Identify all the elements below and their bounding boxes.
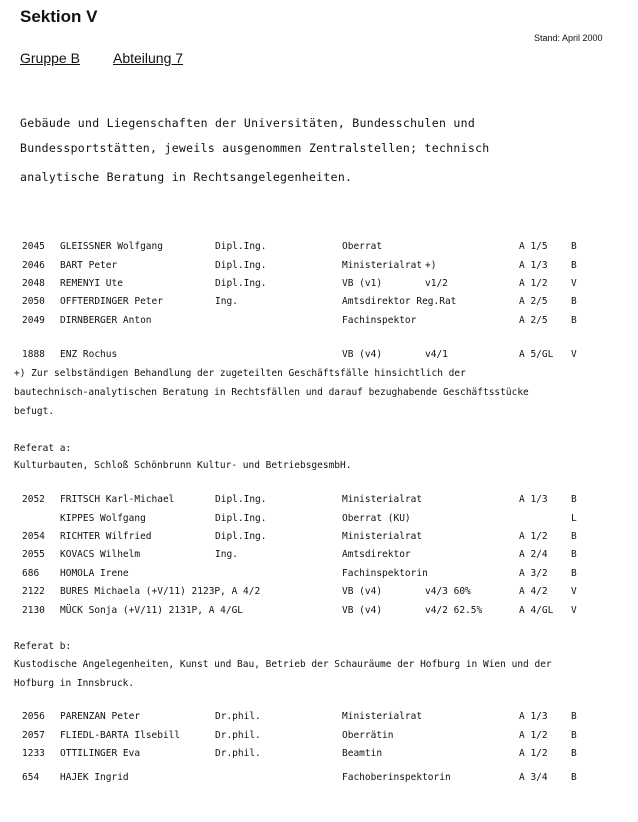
- staff-grade: A 2/4: [519, 549, 548, 560]
- staff-status: B: [571, 296, 577, 307]
- staff-grade: A 4/GL: [519, 605, 554, 616]
- staff-degree: Dipl.Ing.: [215, 531, 267, 542]
- staff-degree: Dipl.Ing.: [215, 260, 267, 271]
- staff-degree: Dipl.Ing.: [215, 278, 267, 289]
- staff-number: 2048: [22, 278, 45, 289]
- staff-number: 2056: [22, 711, 45, 722]
- staff-number: 2054: [22, 531, 45, 542]
- referat-b-description: Kustodische Angelegenheiten, Kunst und Bau, Betrieb der Schauräume der Hofburg in Wien und der: [14, 659, 552, 670]
- section-title: Sektion V: [20, 7, 98, 26]
- referat-a-heading: Referat a:: [14, 443, 72, 454]
- staff-rank: Amtsdirektor Reg.Rat: [342, 296, 457, 307]
- staff-rank: Ministerialrat: [342, 494, 423, 505]
- staff-number: 2050: [22, 296, 45, 307]
- staff-degree: Dipl.Ing.: [215, 241, 267, 252]
- stand-date: Stand: April 2000: [534, 33, 603, 43]
- staff-rank: Fachinspektorin: [342, 568, 428, 579]
- description-line: analytische Beratung in Rechtsangelegenheiten.: [20, 170, 353, 184]
- staff-rank: Beamtin: [342, 748, 383, 759]
- staff-grade: A 2/5: [519, 296, 548, 307]
- description-line: Bundessportstätten, jeweils ausgenommen Zentralstellen; technisch: [20, 141, 490, 155]
- staff-status: B: [571, 730, 577, 741]
- staff-status: V: [571, 278, 577, 289]
- staff-rank: VB (v1): [342, 278, 383, 289]
- staff-number: 2057: [22, 730, 45, 741]
- staff-number: 1233: [22, 748, 45, 759]
- staff-rank: Oberrätin: [342, 730, 394, 741]
- footnote-line: bautechnisch-analytischen Beratung in Rechtsfällen und darauf bezughabende Geschäftsstücke: [14, 387, 529, 398]
- staff-name: BURES Michaela (+V/11) 2123P, A 4/2: [60, 586, 261, 597]
- staff-grade: A 4/2: [519, 586, 548, 597]
- staff-name: REMENYI Ute: [60, 278, 123, 289]
- staff-status: B: [571, 531, 577, 542]
- staff-grade: A 1/2: [519, 748, 548, 759]
- staff-status: B: [571, 748, 577, 759]
- staff-number: 2055: [22, 549, 45, 560]
- staff-rank: Ministerialrat: [342, 531, 423, 542]
- staff-status: B: [571, 315, 577, 326]
- staff-name: HAJEK Ingrid: [60, 772, 129, 783]
- referat-b-description: Hofburg in Innsbruck.: [14, 678, 135, 689]
- staff-number: 2045: [22, 241, 45, 252]
- staff-name: MÜCK Sonja (+V/11) 2131P, A 4/GL: [60, 605, 244, 616]
- staff-number: 2046: [22, 260, 45, 271]
- staff-status: L: [571, 513, 577, 524]
- staff-number: 686: [22, 568, 40, 579]
- staff-status: B: [571, 241, 577, 252]
- staff-grade: A 1/5: [519, 241, 548, 252]
- staff-status: V: [571, 586, 577, 597]
- staff-rank: Amtsdirektor: [342, 549, 411, 560]
- staff-name: RICHTER Wilfried: [60, 531, 152, 542]
- staff-status: B: [571, 568, 577, 579]
- staff-degree: Dr.phil.: [215, 711, 261, 722]
- staff-rank: Oberrat (KU): [342, 513, 411, 524]
- description-line: Gebäude und Liegenschaften der Universitäten, Bundesschulen und: [20, 116, 476, 130]
- staff-number: 2122: [22, 586, 45, 597]
- staff-degree: Dipl.Ing.: [215, 513, 267, 524]
- staff-name: KIPPES Wolfgang: [60, 513, 146, 524]
- staff-number: 2052: [22, 494, 45, 505]
- staff-name: BART Peter: [60, 260, 118, 271]
- staff-status: V: [571, 605, 577, 616]
- staff-extra: v1/2: [425, 278, 448, 289]
- staff-grade: A 3/2: [519, 568, 548, 579]
- staff-rank: Oberrat: [342, 241, 383, 252]
- staff-grade: A 3/4: [519, 772, 548, 783]
- staff-status: V: [571, 349, 577, 360]
- staff-name: ENZ Rochus: [60, 349, 118, 360]
- staff-grade: A 1/2: [519, 278, 548, 289]
- staff-degree: Ing.: [215, 549, 238, 560]
- staff-rank: VB (v4): [342, 605, 383, 616]
- staff-rank: Ministerialrat: [342, 260, 423, 271]
- staff-name: KOVACS Wilhelm: [60, 549, 141, 560]
- staff-extra: v4/1: [425, 349, 448, 360]
- staff-status: B: [571, 260, 577, 271]
- staff-number: 1888: [22, 349, 45, 360]
- staff-name: GLEISSNER Wolfgang: [60, 241, 163, 252]
- staff-rank: VB (v4): [342, 586, 383, 597]
- gruppe-heading: Gruppe B: [20, 50, 80, 66]
- referat-b-heading: Referat b:: [14, 641, 72, 652]
- staff-grade: A 1/2: [519, 730, 548, 741]
- staff-rank: Fachinspektor: [342, 315, 417, 326]
- staff-name: DIRNBERGER Anton: [60, 315, 152, 326]
- staff-extra: +): [425, 260, 437, 271]
- staff-extra: v4/3 60%: [425, 586, 471, 597]
- staff-number: 2049: [22, 315, 45, 326]
- staff-grade: A 1/3: [519, 260, 548, 271]
- staff-name: OFFTERDINGER Peter: [60, 296, 163, 307]
- staff-grade: A 1/2: [519, 531, 548, 542]
- staff-degree: Ing.: [215, 296, 238, 307]
- staff-degree: Dipl.Ing.: [215, 494, 267, 505]
- abteilung-heading: Abteilung 7: [113, 50, 184, 66]
- staff-extra: v4/2 62.5%: [425, 605, 483, 616]
- staff-rank: VB (v4): [342, 349, 383, 360]
- referat-a-description: Kulturbauten, Schloß Schönbrunn Kultur- und BetriebsgesmbH.: [14, 460, 352, 471]
- footnote-line: befugt.: [14, 406, 55, 417]
- staff-name: HOMOLA Irene: [60, 568, 129, 579]
- staff-grade: A 1/3: [519, 494, 548, 505]
- staff-status: B: [571, 494, 577, 505]
- footnote-line: +) Zur selbständigen Behandlung der zugeteilten Geschäftsfälle hinsichtlich der: [14, 368, 466, 379]
- staff-name: OTTILINGER Eva: [60, 748, 141, 759]
- staff-number: 2130: [22, 605, 45, 616]
- staff-grade: A 2/5: [519, 315, 548, 326]
- staff-degree: Dr.phil.: [215, 730, 261, 741]
- staff-status: B: [571, 711, 577, 722]
- staff-rank: Ministerialrat: [342, 711, 423, 722]
- staff-name: PARENZAN Peter: [60, 711, 141, 722]
- staff-status: B: [571, 549, 577, 560]
- staff-grade: A 1/3: [519, 711, 548, 722]
- staff-number: 654: [22, 772, 40, 783]
- staff-status: B: [571, 772, 577, 783]
- staff-degree: Dr.phil.: [215, 748, 261, 759]
- staff-grade: A 5/GL: [519, 349, 554, 360]
- staff-name: FLIEDL-BARTA Ilsebill: [60, 730, 181, 741]
- staff-rank: Fachoberinspektorin: [342, 772, 451, 783]
- staff-name: FRITSCH Karl-Michael: [60, 494, 175, 505]
